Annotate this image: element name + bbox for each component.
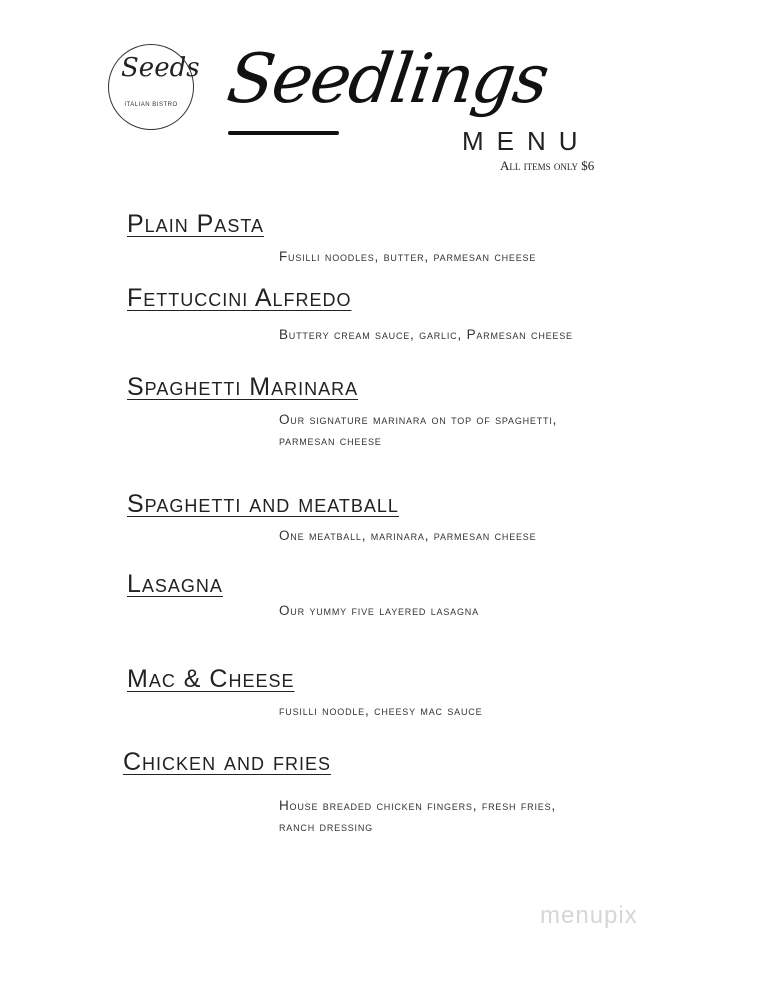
item-title: Mac & Cheese [127,665,295,693]
logo-script: Seeds [121,53,200,83]
logo [108,44,200,130]
item-description: Our signature marinara on top of spaghetti, [279,412,558,427]
item-description: House breaded chicken fingers, fresh fries, [279,798,556,813]
item-title: Lasagna [127,570,223,598]
item-title: Plain Pasta [127,210,264,238]
watermark: menupix [540,902,638,929]
menu-label: MENU [462,126,591,156]
item-title: Fettuccini Alfredo [127,284,352,312]
item-title: Chicken and fries [123,748,331,776]
item-title: Spaghetti Marinara [127,373,359,401]
item-description: One meatball, marinara, parmesan cheese [279,528,537,543]
item-title: Spaghetti and meatball [127,490,399,518]
item-description: Our yummy five layered lasagna [279,603,479,618]
brand-underline [228,131,339,135]
price-tagline: All items only $6 [500,158,595,173]
item-description: Fusilli noodles, butter, parmesan cheese [279,249,537,264]
item-description: ranch dressing [279,819,373,834]
logo-subtitle: ITALIAN BISTRO [124,102,178,108]
item-description: Buttery cream sauce, garlic, Parmesan cheese [279,327,573,342]
item-description: fusilli noodle, cheesy mac sauce [279,703,483,718]
brand-title: Seedlings [222,40,552,119]
item-description: parmesan cheese [279,433,382,448]
